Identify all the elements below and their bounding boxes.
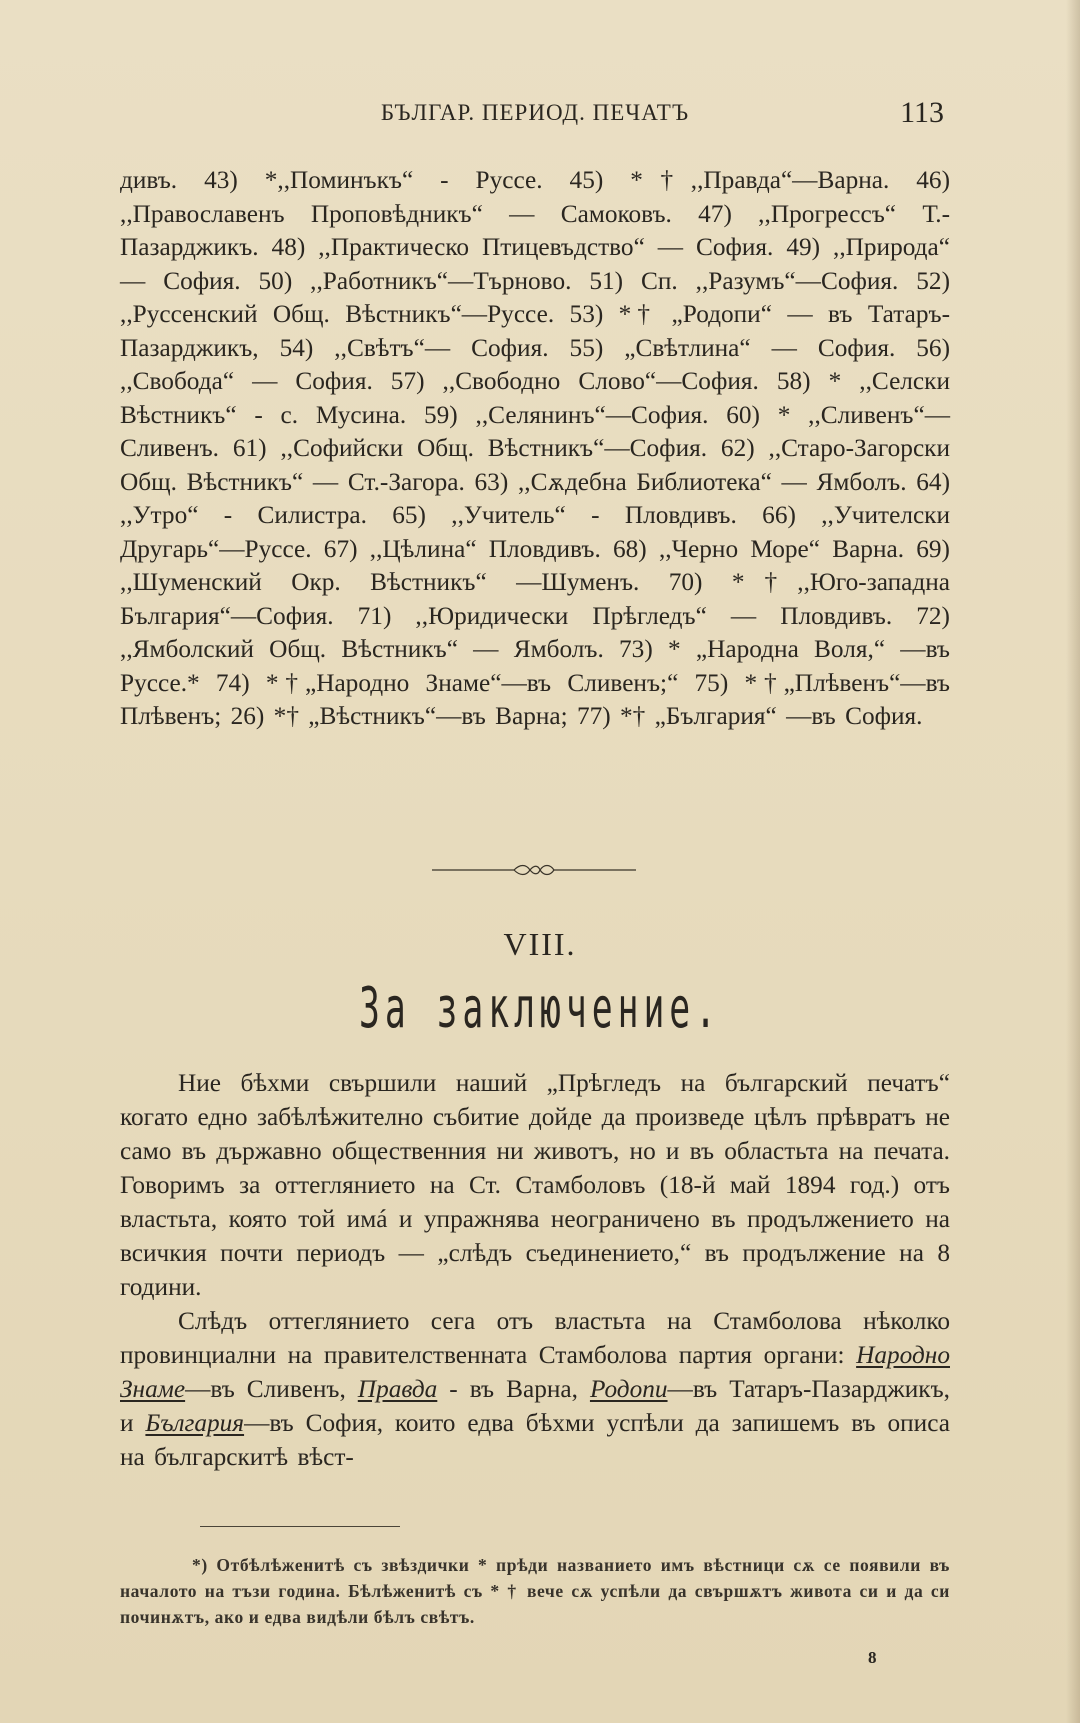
text-run: - въ Варна, xyxy=(437,1375,590,1403)
italic-title-pravda: Правда xyxy=(357,1375,438,1403)
conclusion-paragraph-2 xyxy=(120,1304,950,1474)
text-run: —въ София, които едва бѣхми успѣли да запишемъ въ описа на българскитѣ вѣст- xyxy=(120,1409,950,1471)
page-edge-shadow xyxy=(1066,0,1080,1723)
text-run: —въ Сливенъ, xyxy=(185,1375,358,1403)
running-title: БЪЛГАР. ПЕРИОД. ПЕЧАТЪ xyxy=(380,100,690,125)
italic-title-narodno-zname: Народно Знаме xyxy=(120,1341,950,1403)
footnote-rule xyxy=(200,1526,400,1527)
text-run: —въ Татаръ-Пазарджикъ, и xyxy=(120,1375,950,1437)
italic-title-bulgaria: България xyxy=(145,1409,245,1437)
conclusion-paragraph-1: Ние бѣхми свършили наший „Прѣгледъ на българский печатъ“ когато едно забѣлѣжително събитие дойде да произведе цѣлъ прѣвратъ не само въ държавно общественния ни животъ, но и въ областьта на печата. Говоримъ за оттеглянието на Ст. Стамболовъ (18-й май 1894 год.) отъ властьта, която той имá и упражнява неограничено въ продължението на всичкия почти периодъ — „слѣдъ съединението,“ въ продължение на 8 години. xyxy=(120,1069,950,1301)
conclusion-text xyxy=(120,1066,950,1474)
italic-title-rodopi: Родопи xyxy=(589,1375,668,1403)
periodicals-list xyxy=(120,164,950,734)
chapter-title: За заключение. xyxy=(358,976,722,1041)
page-number: 113 xyxy=(900,96,944,129)
text-run: Слѣдъ оттеглянието сега отъ властьта на Стамболова нѣколко провинциални на правителственната Стамболова партия органи: xyxy=(120,1307,950,1369)
section-number: VIII. xyxy=(503,926,577,962)
printer-signature-mark: 8 xyxy=(868,1648,877,1667)
footnote: *) Отбѣлѣженитѣ съ звѣздички * прѣди названието имъ вѣстници сѫ се появили въ началото на тъзи година. Бѣлѣженитѣ съ * † вече сѫ успѣли да свършѫтъ живота си и да си починѫтъ, ако и едва видѣли бѣлъ свѣтъ. xyxy=(120,1555,950,1627)
periodicals-paragraph: дивъ. 43) *,,Поминъкъ“ - Руссе. 45) *†,,Правда“—Варна. 46) ,,Православенъ Проповѣдникъ“ — Самоковъ. 47) ,,Прогрессъ“ Т.-Пазарджикъ. 48) ,,Практическо Птицевъдство“ — София. 49) ,,Природа“ — София. 50) ,,Работникъ“—Търново. 51) Сп. ,,Разумъ“—София. 52) ,,Руссенский Общ. Вѣстникъ“—Руссе. 53) *† „Родопи“ — въ Татаръ-Пазарджикъ, 54) ,,Свѣтъ“— София. 55) „Свѣтлина“ — София. 56) ,,Свобода“ — София. 57) ,,Свободно Слово“—София. 58) * ,,Селски Вѣстникъ“ - с. Мусина. 59) ,,Селянинъ“—София. 60) * ,,Сливенъ“—Сливенъ. 61) ,,Софийски Общ. Вѣстникъ“—София. 62) ,,Старо-Загорски Общ. Вѣстникъ“ — Ст.-Загора. 63) ,,Сѫдебна Библиотека“ — Ямболъ. 64) ,,Утро“ - Силистра. 65) ,,Учитель“ - Пловдивъ. 66) ,,Учителски Другарь“—Руссе. 67) ,,Цѣлина“ Пловдивъ. 68) ,,Черно Море“ Варна. 69) ,,Шуменский Окр. Вѣстникъ“ —Шуменъ. 70) *†,,Юго-западна България“—София. 71) ,,Юридически Прѣгледъ“ — Пловдивъ. 72) ,,Ямболский Общ. Вѣстникъ“ — Ямболъ. 73) * „Народна Воля,“ —въ Руссе.* 74) *†„Народно Знаме“—въ Сливенъ;“ 75) *†„Плѣвенъ“—въ Плѣвенъ; 26) *† „Вѣстникъ“—въ Варна; 77) *† „България“ —въ София. xyxy=(120,166,950,730)
section-divider-ornament xyxy=(432,860,636,880)
page-header xyxy=(120,96,950,136)
